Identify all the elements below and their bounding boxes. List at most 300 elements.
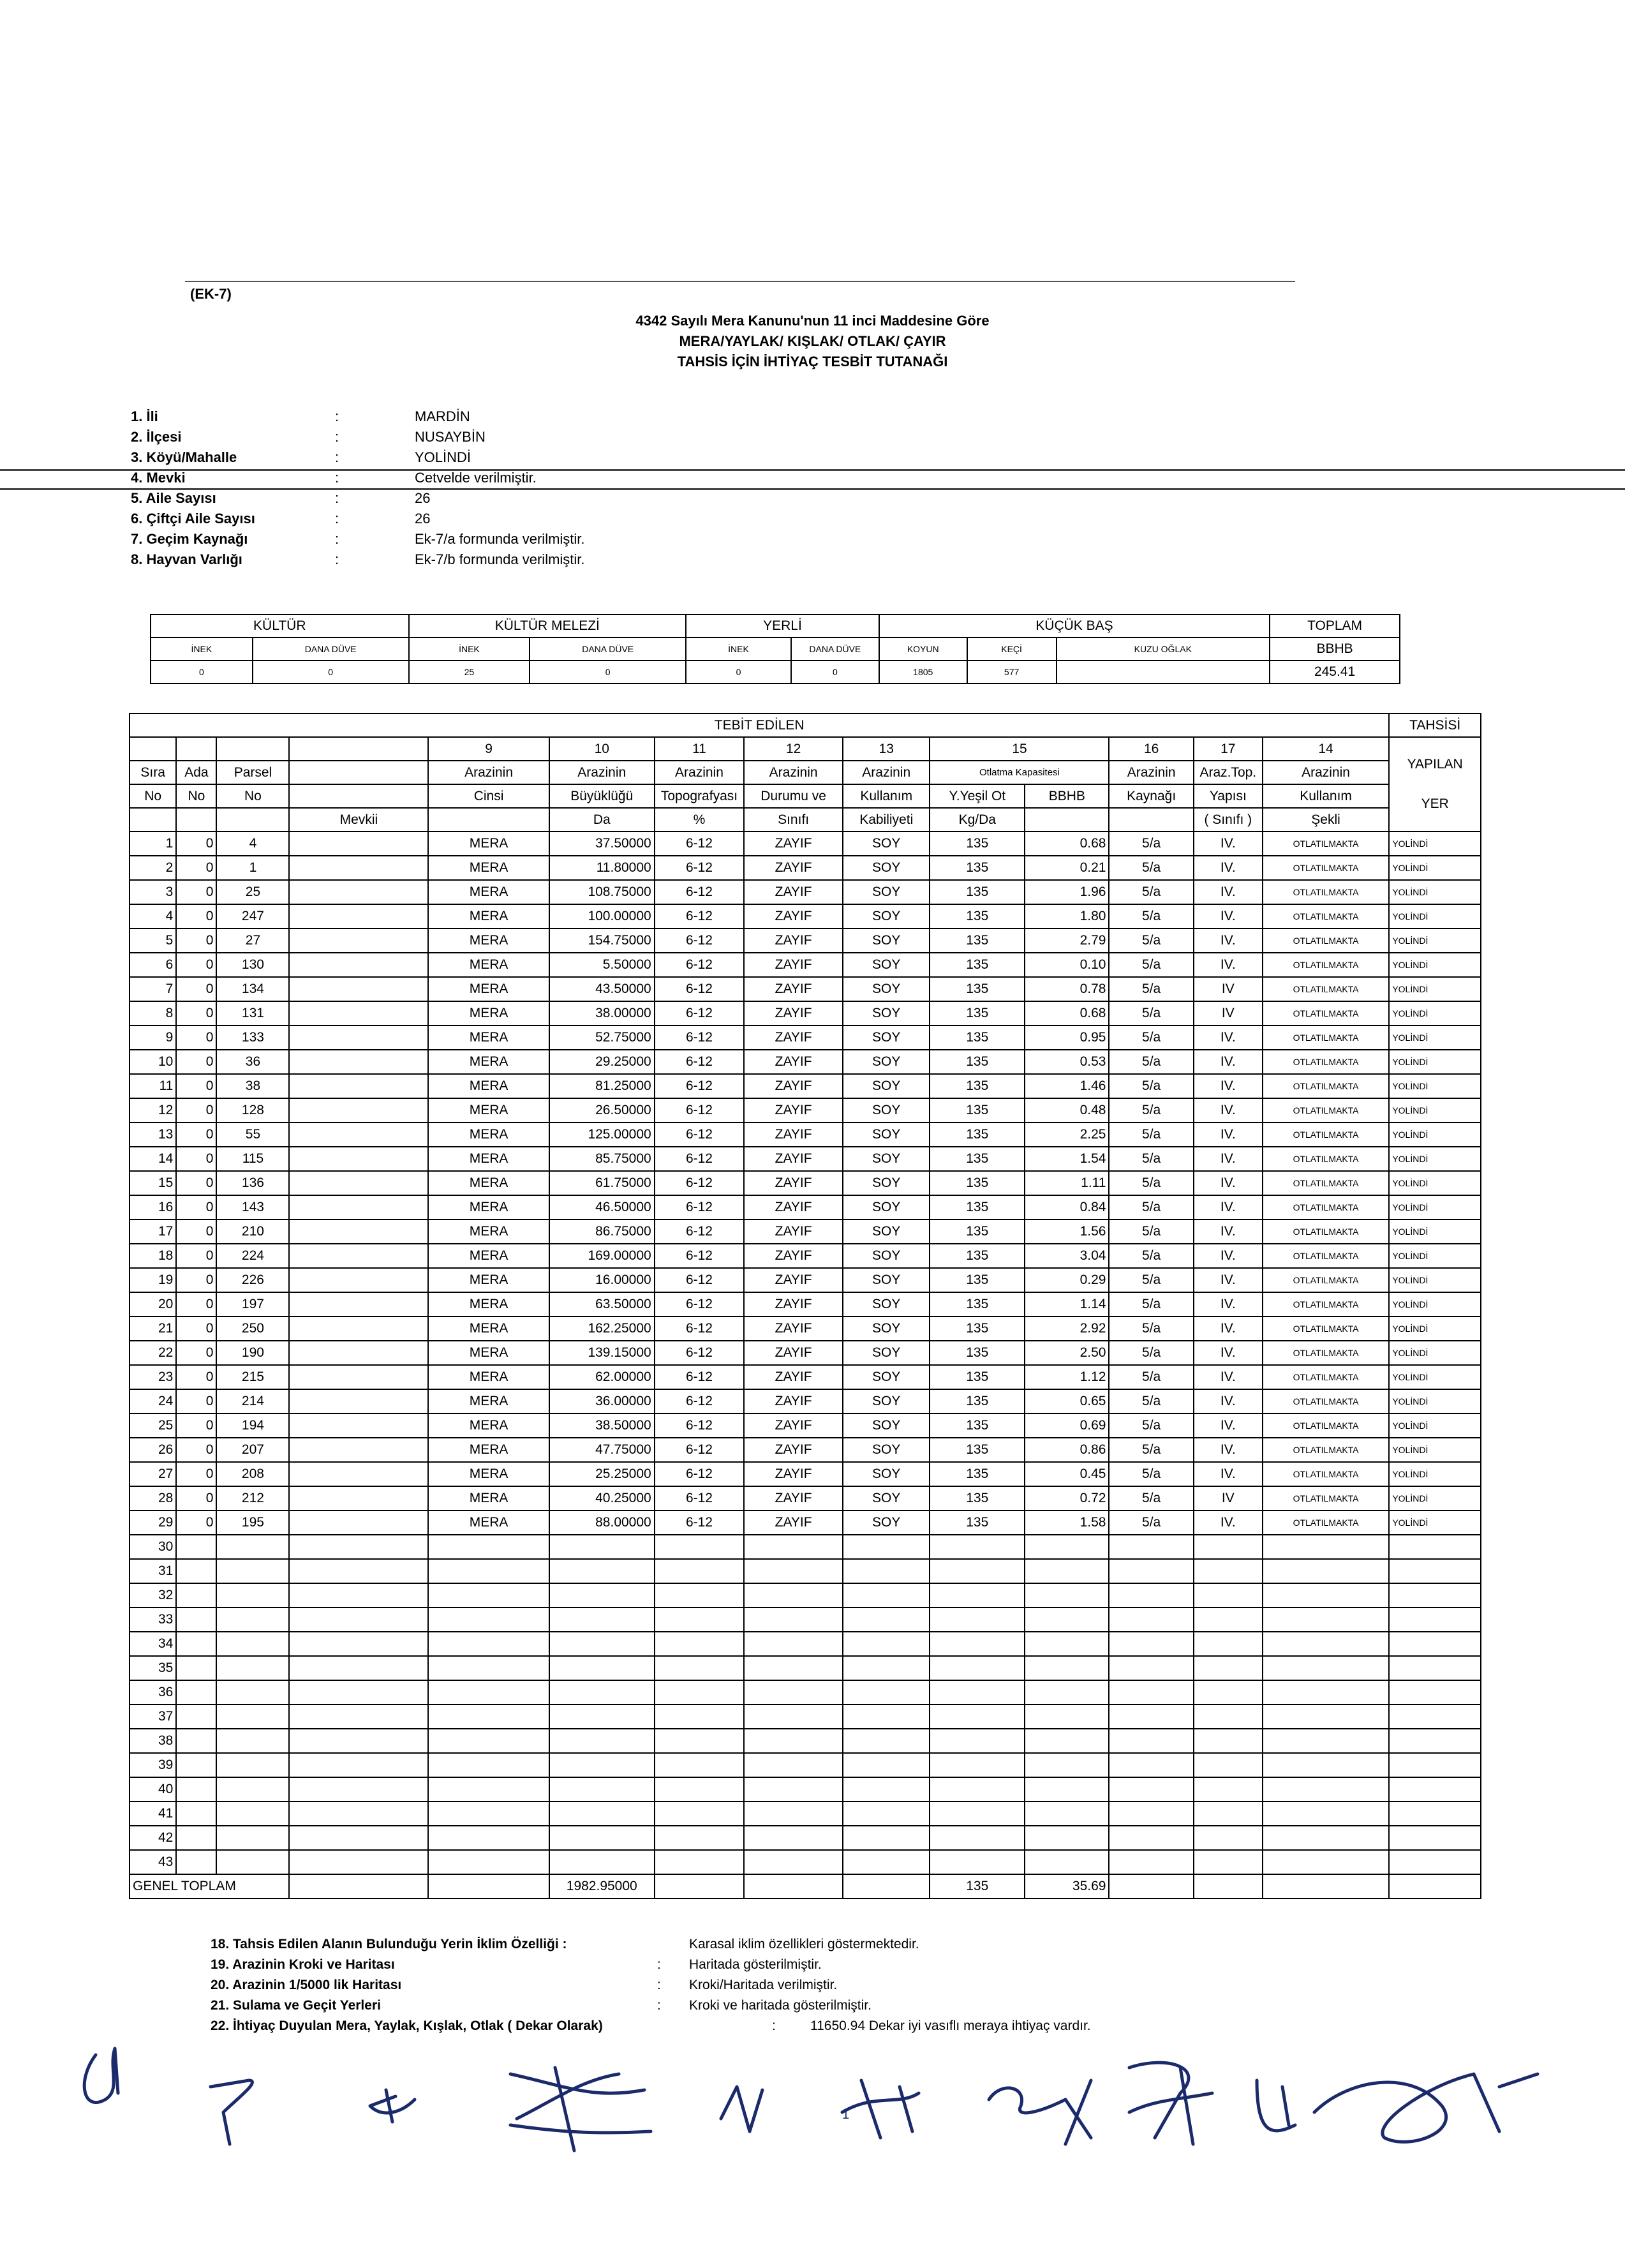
cell-bbhb: 0.53 [1025, 1050, 1109, 1074]
cell-sira: 24 [130, 1389, 176, 1414]
cell-kullanim: SOY [843, 1171, 930, 1195]
cell-kaynak: 5/a [1109, 856, 1193, 880]
cell-empty [1109, 1753, 1193, 1777]
kullanim-header-3: Kabiliyeti [843, 808, 930, 832]
cell-buyukluk: 43.50000 [549, 977, 655, 1001]
cell-topografya: 6-12 [655, 1365, 745, 1389]
cell-kaynak: 5/a [1109, 1438, 1193, 1462]
cell-sira: 31 [130, 1559, 176, 1583]
cell-sira: 29 [130, 1511, 176, 1535]
col-num: 12 [744, 737, 843, 761]
cell-empty [744, 1753, 843, 1777]
animal-subheader: KUZU OĞLAK [1057, 638, 1270, 660]
cell-cinsi: MERA [428, 1317, 549, 1341]
cell-ada: 0 [176, 1220, 216, 1244]
animal-value: 0 [686, 660, 791, 683]
cell-empty [1389, 1632, 1481, 1656]
cell-yesil-ot: 135 [930, 1147, 1025, 1171]
cell-empty [289, 1874, 428, 1899]
durum-header-2: Durumu ve [744, 784, 843, 808]
info-colon: : [335, 429, 339, 445]
cell-durum: ZAYIF [744, 1292, 843, 1317]
cell-cinsi: MERA [428, 880, 549, 904]
cell-topografya: 6-12 [655, 1220, 745, 1244]
cell-mevkii [289, 977, 428, 1001]
cell-bbhb: 0.86 [1025, 1438, 1109, 1462]
cell-durum: ZAYIF [744, 832, 843, 856]
cell-mevkii [289, 1147, 428, 1171]
form-code: (EK-7) [190, 286, 232, 302]
cell-sira: 38 [130, 1729, 176, 1753]
cell-yer: YOLİNDİ [1389, 1074, 1481, 1098]
cell-cinsi: MERA [428, 856, 549, 880]
cell-empty [744, 1729, 843, 1753]
cell-empty [1389, 1583, 1481, 1608]
cell-yesil-ot: 135 [930, 1123, 1025, 1147]
cell-bbhb: 1.11 [1025, 1171, 1109, 1195]
cell-topografya: 6-12 [655, 1171, 745, 1195]
cell-yer: YOLİNDİ [1389, 1147, 1481, 1171]
cell-empty [655, 1608, 745, 1632]
cell-buyukluk: 11.80000 [549, 856, 655, 880]
cell-sira: 3 [130, 880, 176, 904]
cell-empty [1109, 1583, 1193, 1608]
cell-empty [428, 1802, 549, 1826]
cell-empty [843, 1705, 930, 1729]
durum-header: Arazinin [744, 761, 843, 784]
cell-parsel: 214 [216, 1389, 289, 1414]
info-label: 3. Köyü/Mahalle [131, 449, 237, 465]
cell-empty [843, 1826, 930, 1850]
cell-yesil-ot: 135 [930, 1074, 1025, 1098]
cell-topyapi: IV. [1194, 1292, 1263, 1317]
cell-yer: YOLİNDİ [1389, 1001, 1481, 1026]
total-bbhb: 35.69 [1025, 1874, 1109, 1899]
cell-buyukluk: 38.00000 [549, 1001, 655, 1026]
cell-mevkii [289, 1438, 428, 1462]
cell-empty [1025, 1850, 1109, 1874]
cell-durum: ZAYIF [744, 1147, 843, 1171]
table-row-empty [130, 1850, 1481, 1874]
cell-ada: 0 [176, 856, 216, 880]
cell-topyapi: IV. [1194, 1195, 1263, 1220]
cell-empty [216, 1608, 289, 1632]
cell-empty [1194, 1535, 1263, 1559]
cell-yesil-ot: 135 [930, 1462, 1025, 1486]
cell-empty [289, 1802, 428, 1826]
cell-kaynak: 5/a [1109, 1317, 1193, 1341]
cell-parsel: 27 [216, 929, 289, 953]
cell-empty [176, 1535, 216, 1559]
cell-empty [1263, 1656, 1390, 1680]
table-row [130, 1147, 1481, 1171]
bottom-value: Kroki ve haritada gösterilmiştir. [689, 1998, 872, 2013]
cell-ada: 0 [176, 832, 216, 856]
cell-bbhb: 2.25 [1025, 1123, 1109, 1147]
cell-bbhb: 0.21 [1025, 856, 1109, 880]
cell-empty [176, 1777, 216, 1802]
cell-empty [744, 1608, 843, 1632]
cell-empty [1025, 1632, 1109, 1656]
cell-sira: 10 [130, 1050, 176, 1074]
cell-parsel: 4 [216, 832, 289, 856]
animal-subheader: KEÇİ [967, 638, 1057, 660]
table-row [130, 1220, 1481, 1244]
group-toplam: TOPLAM [1270, 615, 1400, 638]
cell-topyapi: IV. [1194, 929, 1263, 953]
cell-mevkii [289, 1195, 428, 1220]
cell-topografya: 6-12 [655, 1001, 745, 1026]
cell-yesil-ot: 135 [930, 1268, 1025, 1292]
cell-durum: ZAYIF [744, 977, 843, 1001]
cell-yer: YOLİNDİ [1389, 1123, 1481, 1147]
cell-ada: 0 [176, 1365, 216, 1389]
yesil-ot-header-2: Kg/Da [930, 808, 1025, 832]
cell-topyapi: IV. [1194, 1511, 1263, 1535]
cell-bbhb: 1.12 [1025, 1365, 1109, 1389]
cell-topografya: 6-12 [655, 832, 745, 856]
col-num: 17 [1194, 737, 1263, 761]
cell-topyapi: IV. [1194, 856, 1263, 880]
cell-yesil-ot: 135 [930, 856, 1025, 880]
cinsi-header-2: Cinsi [428, 784, 549, 808]
cell-sira: 21 [130, 1317, 176, 1341]
topografya-header: Arazinin [655, 761, 745, 784]
cell-empty [843, 1729, 930, 1753]
cell-buyukluk: 36.00000 [549, 1389, 655, 1414]
cell-kullanim: SOY [843, 1462, 930, 1486]
cell-yer: YOLİNDİ [1389, 1244, 1481, 1268]
info-colon: : [335, 551, 339, 567]
col-num: 15 [930, 737, 1109, 761]
cell-sira: 20 [130, 1292, 176, 1317]
cell-kaynak: 5/a [1109, 929, 1193, 953]
cell-empty [1109, 1535, 1193, 1559]
cell-cinsi: MERA [428, 1341, 549, 1365]
cell-empty [744, 1705, 843, 1729]
cell-empty [549, 1802, 655, 1826]
table-row [130, 1486, 1481, 1511]
cell-mevkii [289, 953, 428, 977]
cell-durum: ZAYIF [744, 1341, 843, 1365]
cell-cinsi: MERA [428, 1001, 549, 1026]
cell-topyapi: IV. [1194, 1147, 1263, 1171]
cell-empty [428, 1559, 549, 1583]
main-table [129, 713, 1481, 1899]
cell-durum: ZAYIF [744, 1462, 843, 1486]
cell-empty [1263, 1705, 1390, 1729]
bottom-value: Kroki/Haritada verilmiştir. [689, 1978, 838, 1992]
cell-bbhb: 0.48 [1025, 1098, 1109, 1123]
cell-kullanim: SOY [843, 1511, 930, 1535]
cell-topyapi: IV. [1194, 832, 1263, 856]
cell-parsel: 215 [216, 1365, 289, 1389]
cell-sira: 35 [130, 1656, 176, 1680]
table-row [130, 1244, 1481, 1268]
table-row [130, 1438, 1481, 1462]
cell-kaynak: 5/a [1109, 880, 1193, 904]
cell-kaynak: 5/a [1109, 1268, 1193, 1292]
cell-mevkii [289, 1244, 428, 1268]
cell-empty [549, 1632, 655, 1656]
cell-sira: 22 [130, 1341, 176, 1365]
cell-empty [1263, 1802, 1390, 1826]
cell-sira: 39 [130, 1753, 176, 1777]
cell-kullanim: SOY [843, 1389, 930, 1414]
cell-ada: 0 [176, 1389, 216, 1414]
cell-yer: YOLİNDİ [1389, 1317, 1481, 1341]
cell-ada: 0 [176, 1486, 216, 1511]
table-row [130, 953, 1481, 977]
cell-empty [216, 1656, 289, 1680]
otlatma-header: Otlatma Kapasitesi [930, 761, 1109, 784]
buyukluk-header: Arazinin [549, 761, 655, 784]
cell-mevkii [289, 1074, 428, 1098]
cell-yesil-ot: 135 [930, 1195, 1025, 1220]
table-row [130, 1365, 1481, 1389]
info-colon: : [335, 449, 339, 465]
cell-empty [1389, 1729, 1481, 1753]
cell-topyapi: IV. [1194, 904, 1263, 929]
cell-yer: YOLİNDİ [1389, 832, 1481, 856]
cell-topografya: 6-12 [655, 1268, 745, 1292]
cell-yesil-ot: 135 [930, 1001, 1025, 1026]
cell-cinsi: MERA [428, 1244, 549, 1268]
cell-empty [289, 1608, 428, 1632]
cell-durum: ZAYIF [744, 1050, 843, 1074]
cell-empty [216, 1559, 289, 1583]
tahsisi-header: TAHSİSİ [1389, 713, 1481, 737]
cell-durum: ZAYIF [744, 1511, 843, 1535]
cell-empty [549, 1826, 655, 1850]
cell-kullanim-sekli: OTLATILMAKTA [1263, 1511, 1390, 1535]
cell-buyukluk: 46.50000 [549, 1195, 655, 1220]
cell-yer: YOLİNDİ [1389, 1098, 1481, 1123]
cell-durum: ZAYIF [744, 1123, 843, 1147]
cell-kullanim-sekli: OTLATILMAKTA [1263, 1341, 1390, 1365]
cell-empty [1025, 1729, 1109, 1753]
cell-empty [655, 1777, 745, 1802]
cell-topyapi: IV. [1194, 880, 1263, 904]
cell-empty [428, 1632, 549, 1656]
cell-empty [289, 1583, 428, 1608]
cell-empty [1025, 1583, 1109, 1608]
cell-yer: YOLİNDİ [1389, 1365, 1481, 1389]
cell-durum: ZAYIF [744, 1414, 843, 1438]
cell-bbhb: 0.45 [1025, 1462, 1109, 1486]
cell-topografya: 6-12 [655, 1438, 745, 1462]
table-row [130, 1195, 1481, 1220]
cell-empty [1263, 1826, 1390, 1850]
cell-topyapi: IV. [1194, 1317, 1263, 1341]
cell-yer: YOLİNDİ [1389, 880, 1481, 904]
topografya-header-2: Topografyası [655, 784, 745, 808]
cell-empty [744, 1826, 843, 1850]
cell-topyapi: IV. [1194, 1050, 1263, 1074]
cell-kullanim: SOY [843, 1292, 930, 1317]
cell-empty [428, 1777, 549, 1802]
cell-empty [655, 1729, 745, 1753]
cell-topyapi: IV. [1194, 1098, 1263, 1123]
cell-durum: ZAYIF [744, 1486, 843, 1511]
cell-cinsi: MERA [428, 1171, 549, 1195]
cell-empty [289, 1680, 428, 1705]
ada-header-2: No [176, 784, 216, 808]
info-label: 2. İlçesi [131, 429, 182, 445]
animal-value: 25 [409, 660, 530, 683]
cell-empty [655, 1559, 745, 1583]
cell-yesil-ot: 135 [930, 1171, 1025, 1195]
cell-durum: ZAYIF [744, 953, 843, 977]
cell-empty [428, 1826, 549, 1850]
animal-value: 0 [253, 660, 409, 683]
cell-bbhb: 1.46 [1025, 1074, 1109, 1098]
cell-mevkii [289, 1486, 428, 1511]
info-label: 1. İli [131, 408, 158, 424]
cell-kaynak: 5/a [1109, 832, 1193, 856]
table-row-empty [130, 1656, 1481, 1680]
cell-buyukluk: 61.75000 [549, 1171, 655, 1195]
cell-empty [1263, 1535, 1390, 1559]
group-kultur: KÜLTÜR [151, 615, 409, 638]
cell-empty [1389, 1535, 1481, 1559]
cell-empty [1194, 1753, 1263, 1777]
cell-kullanim-sekli: OTLATILMAKTA [1263, 929, 1390, 953]
cell-empty [655, 1753, 745, 1777]
bottom-row [211, 1998, 1359, 2018]
cell-empty [843, 1753, 930, 1777]
cell-cinsi: MERA [428, 1462, 549, 1486]
cell-parsel: 134 [216, 977, 289, 1001]
cell-empty [843, 1608, 930, 1632]
title-line-1: 4342 Sayılı Mera Kanunu'nun 11 inci Maddesine Göre [635, 313, 990, 329]
cell-empty [930, 1802, 1025, 1826]
cell-topyapi: IV. [1194, 1341, 1263, 1365]
cell-yesil-ot: 135 [930, 1486, 1025, 1511]
cell-empty [1109, 1729, 1193, 1753]
cell-empty [843, 1559, 930, 1583]
cell-empty [176, 1608, 216, 1632]
cell-parsel: 25 [216, 880, 289, 904]
signature-mark [510, 2068, 651, 2151]
cell-buyukluk: 139.15000 [549, 1341, 655, 1365]
cell-sira: 4 [130, 904, 176, 929]
total-area: 1982.95000 [549, 1874, 655, 1899]
cell-buyukluk: 37.50000 [549, 832, 655, 856]
cell-kaynak: 5/a [1109, 1511, 1193, 1535]
title-line-2: MERA/YAYLAK/ KIŞLAK/ OTLAK/ ÇAYIR [679, 333, 946, 349]
bottom-row [211, 1937, 1359, 1957]
cell-empty [1194, 1559, 1263, 1583]
cell-empty [549, 1680, 655, 1705]
cell-mevkii [289, 832, 428, 856]
cell-empty [930, 1850, 1025, 1874]
cell-empty [1025, 1559, 1109, 1583]
cell-empty [655, 1850, 745, 1874]
cell-kullanim-sekli: OTLATILMAKTA [1263, 1098, 1390, 1123]
cell-empty [216, 1850, 289, 1874]
total-row [130, 1874, 1481, 1899]
cell-durum: ZAYIF [744, 1317, 843, 1341]
table-row-empty [130, 1826, 1481, 1850]
cell-sira: 32 [130, 1583, 176, 1608]
cell-parsel: 212 [216, 1486, 289, 1511]
cell-ada: 0 [176, 1074, 216, 1098]
cell-empty [216, 1753, 289, 1777]
cell-empty [1263, 1583, 1390, 1608]
cell-bbhb: 0.68 [1025, 832, 1109, 856]
cell-empty [289, 1729, 428, 1753]
group-kucuk-bas: KÜÇÜK BAŞ [879, 615, 1270, 638]
cell-yer: YOLİNDİ [1389, 1341, 1481, 1365]
cell-kullanim: SOY [843, 904, 930, 929]
cell-cinsi: MERA [428, 1486, 549, 1511]
cell-cinsi: MERA [428, 1414, 549, 1438]
cell-empty [1263, 1777, 1390, 1802]
durum-header-3: Sınıfı [744, 808, 843, 832]
cell-topyapi: IV. [1194, 1462, 1263, 1486]
cell-topyapi: IV. [1194, 1438, 1263, 1462]
cell-durum: ZAYIF [744, 1195, 843, 1220]
cell-empty [1109, 1656, 1193, 1680]
cell-empty [930, 1705, 1025, 1729]
info-value: Ek-7/b formunda verilmiştir. [415, 551, 585, 567]
cell-empty [1109, 1559, 1193, 1583]
bottom-row [211, 1978, 1359, 1998]
cell-empty [549, 1559, 655, 1583]
signature-mark [84, 2048, 118, 2103]
cell-empty [1389, 1777, 1481, 1802]
table-row-empty [130, 1753, 1481, 1777]
cell-cinsi: MERA [428, 1195, 549, 1220]
buyukluk-header-2: Büyüklüğü [549, 784, 655, 808]
cell-durum: ZAYIF [744, 929, 843, 953]
cell-kullanim-sekli: OTLATILMAKTA [1263, 1026, 1390, 1050]
cell-kullanim: SOY [843, 1195, 930, 1220]
cell-topografya: 6-12 [655, 1389, 745, 1414]
cell-buyukluk: 47.75000 [549, 1438, 655, 1462]
cell-empty [843, 1583, 930, 1608]
info-value: YOLİNDİ [415, 449, 471, 465]
signature-mark [370, 2090, 415, 2122]
cell-empty [1109, 1632, 1193, 1656]
cell-empty [549, 1705, 655, 1729]
cell-sira: 37 [130, 1705, 176, 1729]
strike-line [0, 469, 1625, 471]
cell-empty [843, 1850, 930, 1874]
info-value: NUSAYBİN [415, 429, 486, 445]
kullanim-sekli-header-2: Kullanım [1263, 784, 1390, 808]
cell-buyukluk: 38.50000 [549, 1414, 655, 1438]
cell-empty [930, 1680, 1025, 1705]
cell-empty [1389, 1850, 1481, 1874]
cell-buyukluk: 154.75000 [549, 929, 655, 953]
animal-value: 0 [530, 660, 686, 683]
cell-kaynak: 5/a [1109, 1074, 1193, 1098]
cell-cinsi: MERA [428, 1365, 549, 1389]
cell-kaynak: 5/a [1109, 977, 1193, 1001]
yer-header: YER [1421, 796, 1449, 811]
cell-yer: YOLİNDİ [1389, 1486, 1481, 1511]
cell-empty [1389, 1802, 1481, 1826]
cell-topyapi: IV. [1194, 1389, 1263, 1414]
cell-kullanim-sekli: OTLATILMAKTA [1263, 1171, 1390, 1195]
cell-kullanim: SOY [843, 880, 930, 904]
cell-ada: 0 [176, 953, 216, 977]
info-label: 8. Hayvan Varlığı [131, 551, 242, 567]
cell-kaynak: 5/a [1109, 1292, 1193, 1317]
cell-buyukluk: 100.00000 [549, 904, 655, 929]
